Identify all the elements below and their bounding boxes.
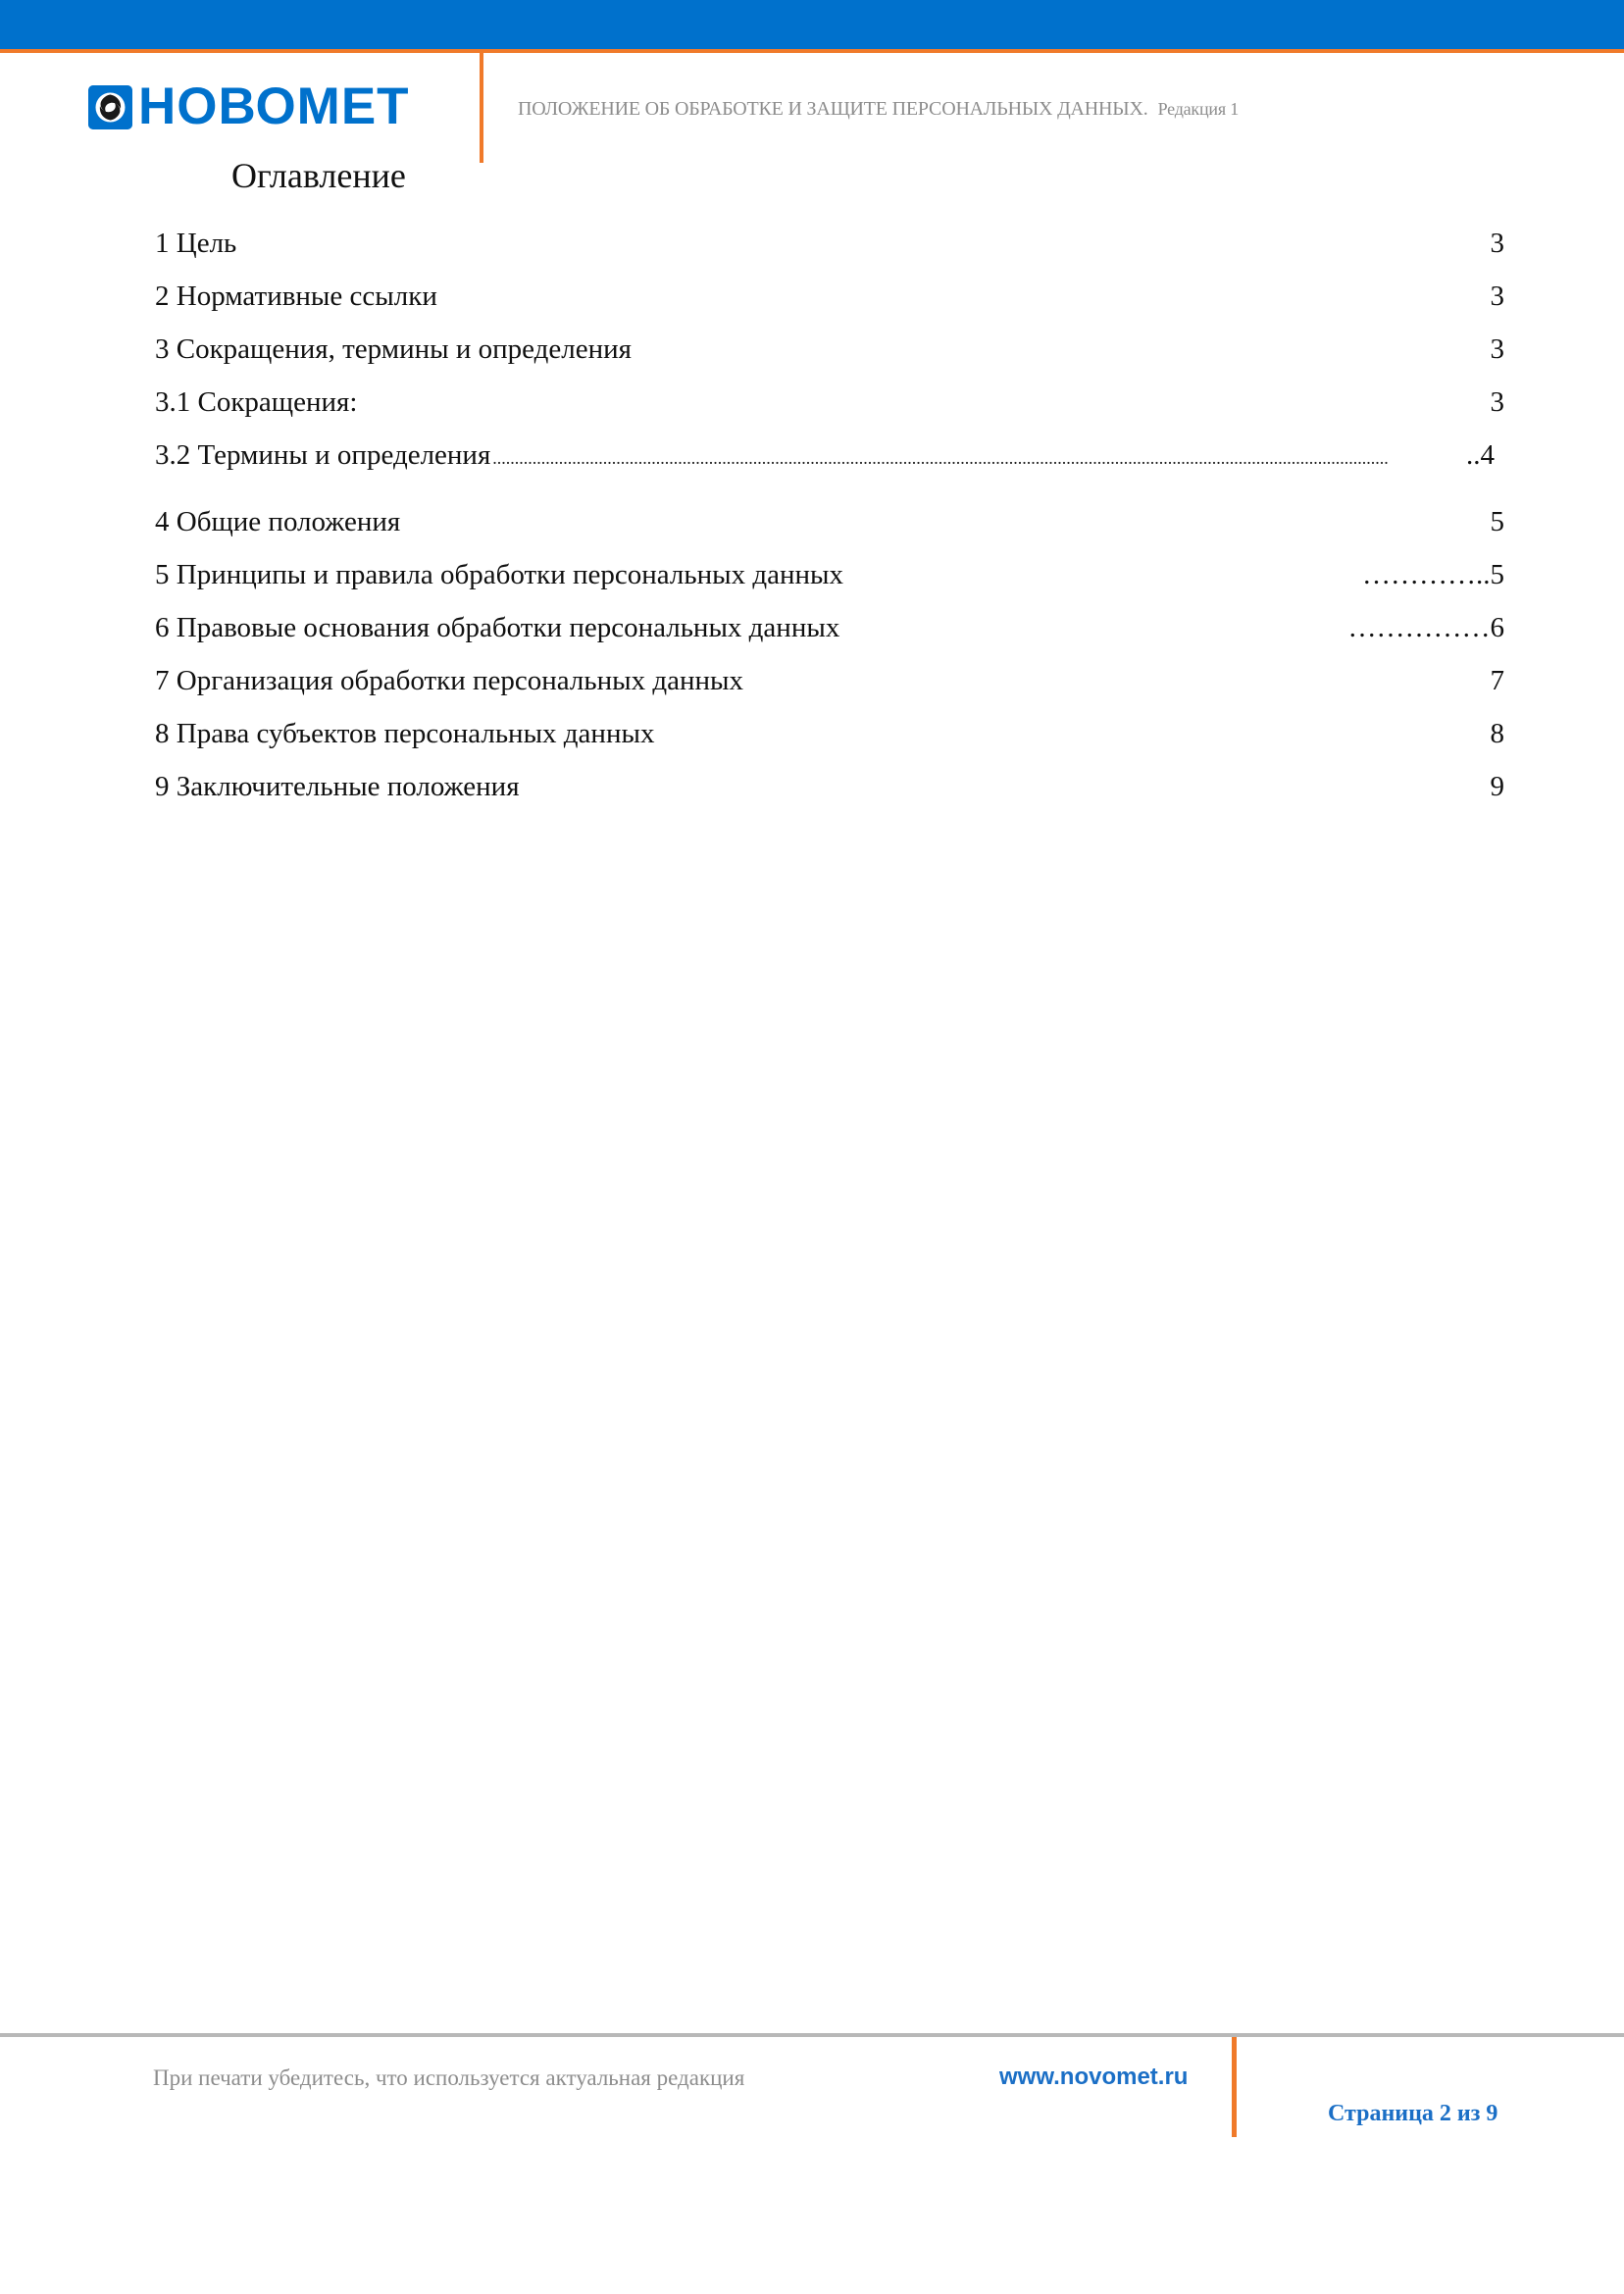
toc-entry[interactable] [155,555,1504,608]
footer-print-note: При печати убедитесь, что используется актуальная редакция [153,2065,745,2090]
document-title: ПОЛОЖЕНИЕ ОБ ОБРАБОТКЕ И ЗАЩИТЕ ПЕРСОНАЛЬНЫХ ДАННЫХ. [518,98,1148,120]
toc-heading: Оглавление [231,156,406,195]
novomet-logo-icon [88,85,132,129]
toc-entry-page: 5 [1490,506,1504,537]
logo-wordmark: НОВОМЕТ [138,77,410,135]
footer-divider [1232,2037,1237,2137]
toc-entry-label: 6 Правовые основания обработки персональных данных [155,612,840,643]
table-of-contents [155,224,1504,820]
toc-entry-page: 3 [1490,333,1504,365]
toc-entry[interactable] [155,435,1504,488]
toc-entry-page: 3 [1490,228,1504,259]
toc-entry-page: 8 [1490,718,1504,749]
header-band [0,0,1624,49]
page-number: Страница 2 из 9 [1328,2101,1498,2126]
toc-entry-label: 2 Нормативные ссылки [155,280,437,312]
toc-entry[interactable] [155,224,1504,277]
toc-entry-label: 3.2 Термины и определения [155,439,491,471]
toc-entry-label: 1 Цель [155,228,237,259]
toc-entry[interactable] [155,767,1504,820]
toc-entry-leader-dots: ........................................................................................................................................................................................................... [492,448,1389,468]
document-header-title [518,98,1239,121]
toc-entry-page: 3 [1490,280,1504,312]
company-logo [88,77,410,135]
header-accent-rule [0,49,1624,53]
toc-entry-page: 3 [1490,386,1504,418]
toc-entry-label: 8 Права субъектов персональных данных [155,718,655,749]
toc-entry-label: 3 Сокращения, термины и определения [155,333,632,365]
toc-entry-label: 9 Заключительные положения [155,771,520,802]
toc-entry-label: 7 Организация обработки персональных данных [155,665,743,696]
toc-entry[interactable] [155,608,1504,661]
toc-entry-page: ……………6 [1347,612,1504,643]
toc-entry[interactable] [155,661,1504,714]
toc-entry-page: 9 [1490,771,1504,802]
toc-entry-page: 7 [1490,665,1504,696]
toc-entry[interactable] [155,714,1504,767]
toc-entry-label: 3.1 Сокращения: [155,386,358,418]
toc-entry[interactable] [155,382,1504,435]
header-divider [480,53,483,163]
toc-entry-label: 5 Принципы и правила обработки персональных данных [155,559,844,590]
footer-rule [0,2033,1624,2037]
toc-entry[interactable] [155,502,1504,555]
toc-entry-page: ..4 [1466,439,1495,471]
toc-entry-label: 4 Общие положения [155,506,401,537]
toc-entry[interactable] [155,277,1504,330]
toc-entry[interactable] [155,330,1504,382]
footer-website-link[interactable]: www.novomet.ru [999,2064,1189,2090]
toc-entry-page: …………..5 [1362,559,1504,590]
document-revision: Редакция 1 [1157,99,1240,119]
